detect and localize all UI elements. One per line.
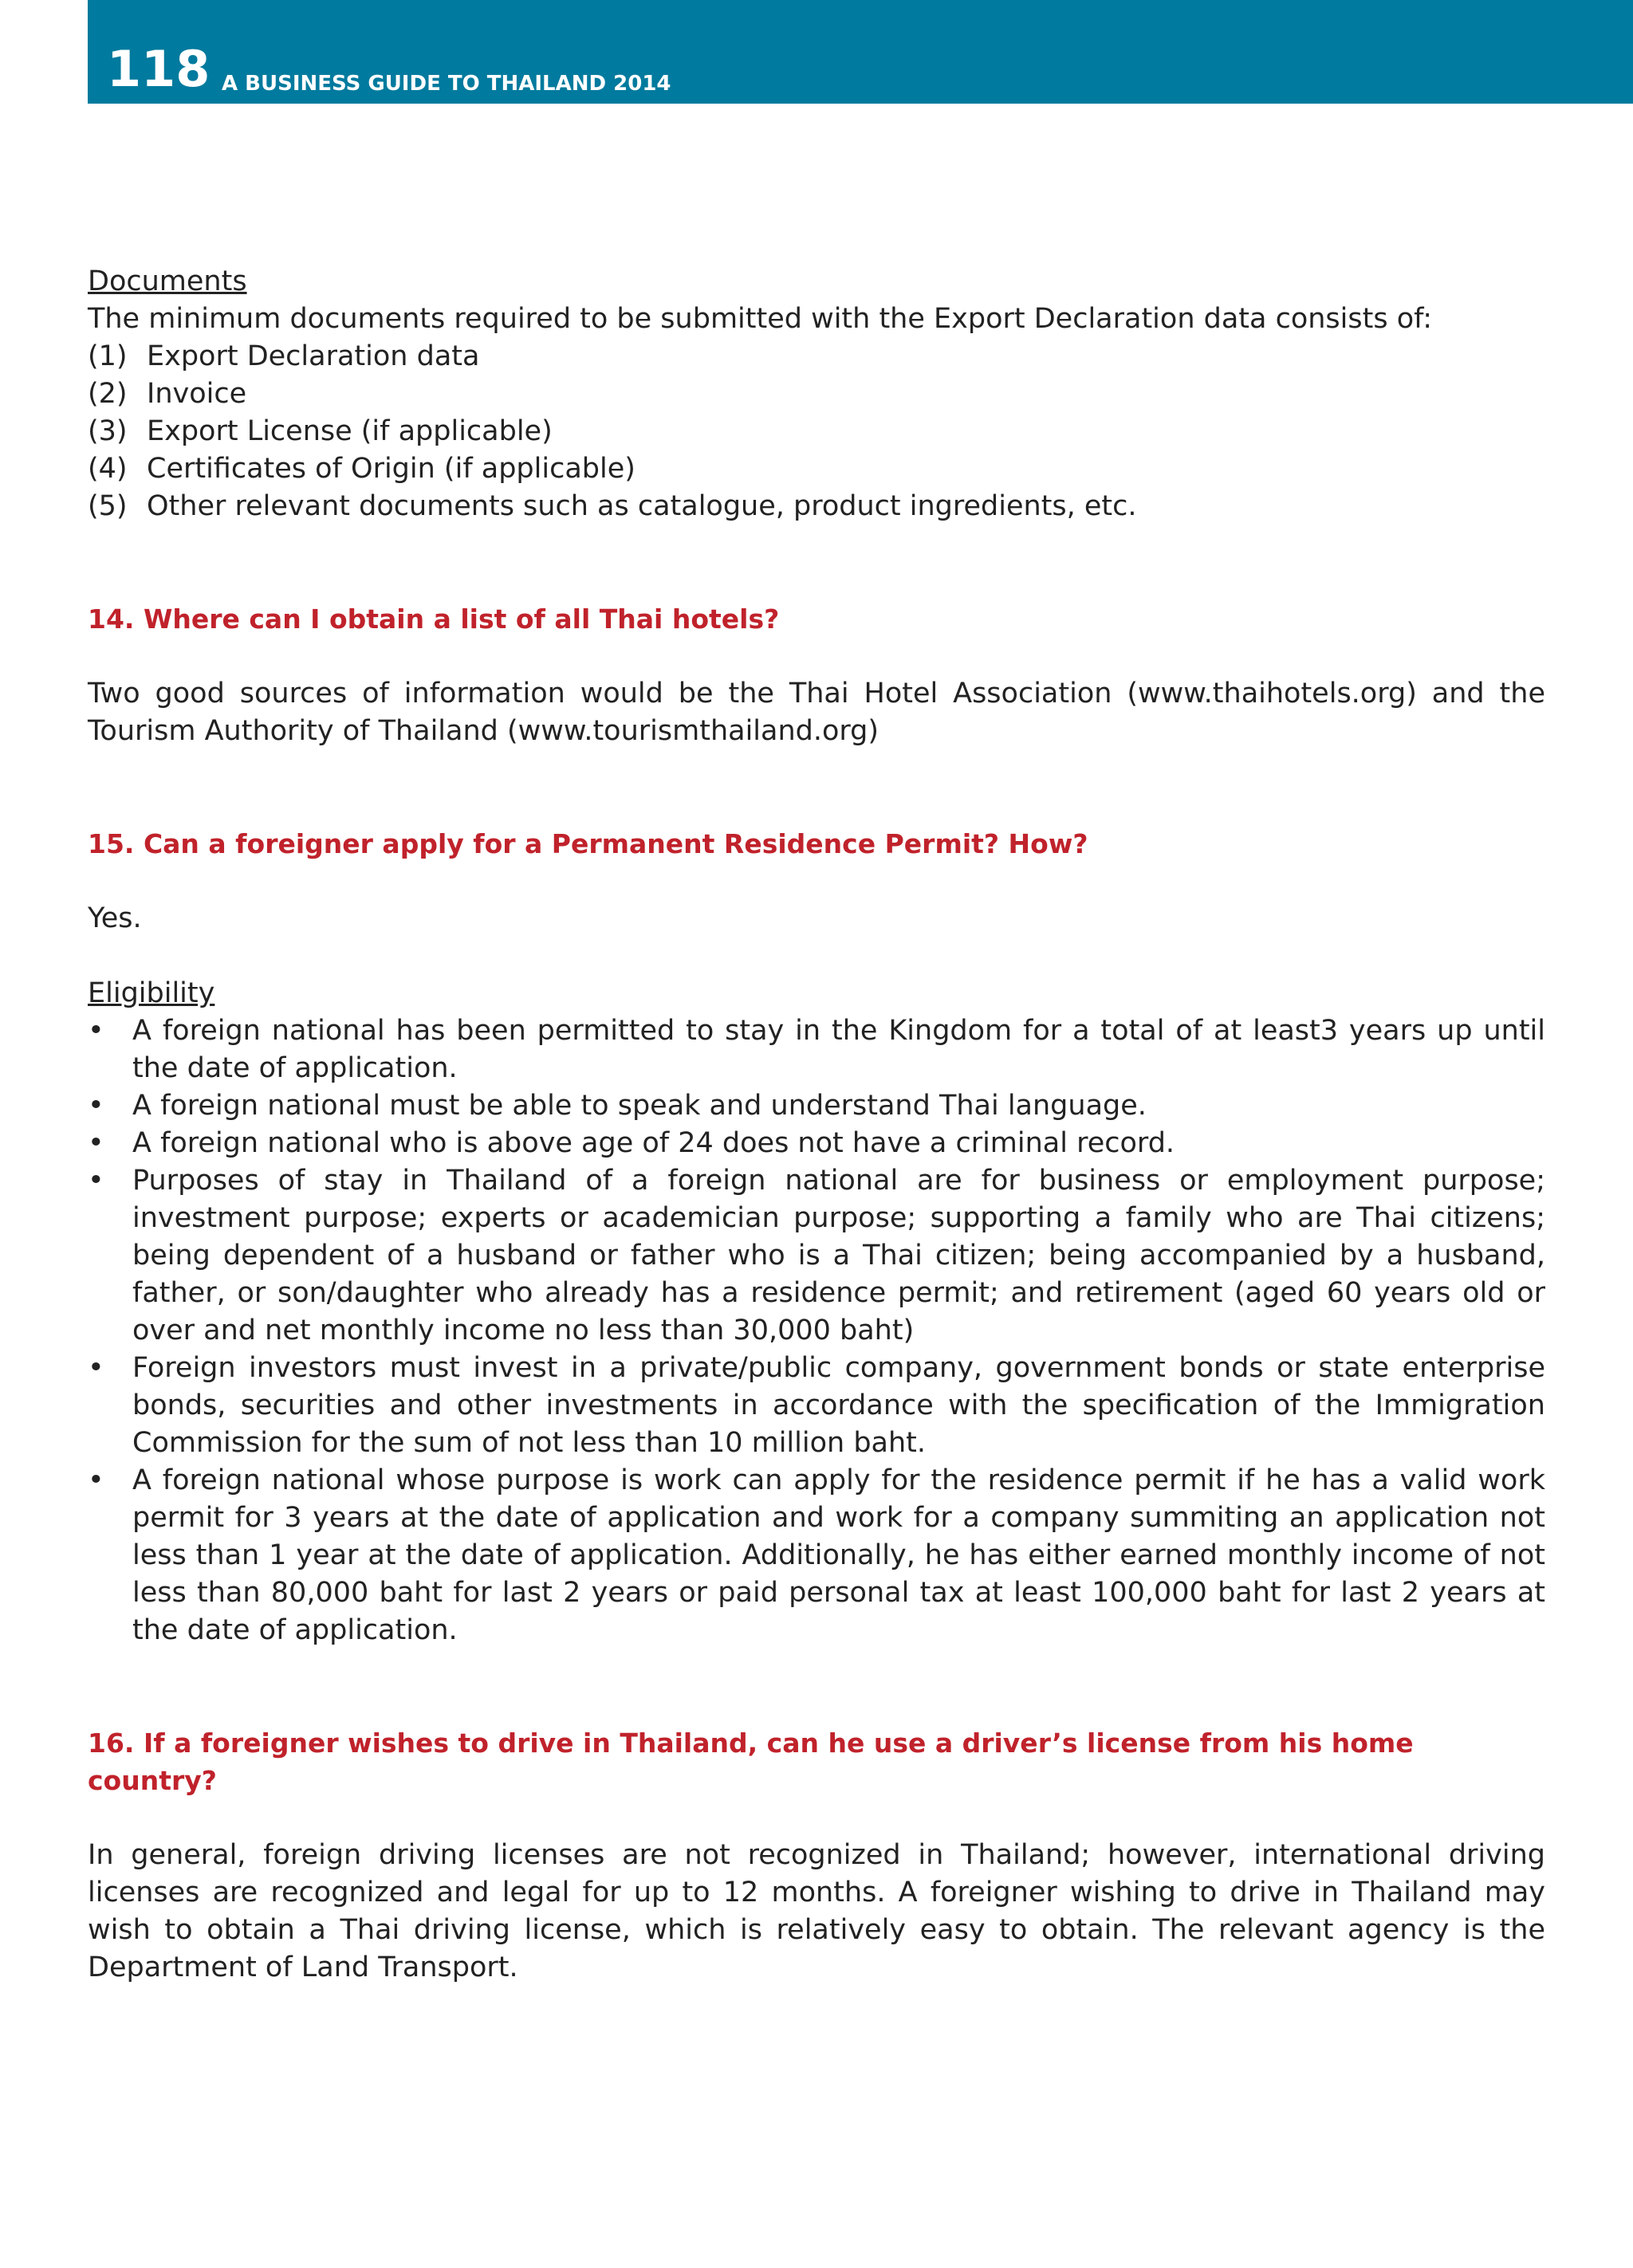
list-item-number: (4) [88, 453, 128, 485]
list-item [88, 1462, 1545, 1649]
eligibility-list [88, 1012, 1545, 1649]
eligibility-heading: Eligibility [88, 977, 215, 1009]
list-item-text: A foreign national who is above age of 24 does not have a criminal record. [132, 1127, 1175, 1159]
answer-14: Two good sources of information would be the Thai Hotel Association (www.thaihotels.org) and the Tourism Authority of Thailand (www.tourismthailand.org) [88, 678, 1545, 747]
question-14: 14. Where can I obtain a list of all Thai hotels? [88, 603, 780, 635]
list-item-number: (5) [88, 490, 128, 522]
question-16: 16. If a foreigner wishes to drive in Thailand, can he use a driver’s license from his home country? [88, 1728, 1414, 1796]
page-number: 118 [107, 40, 211, 98]
documents-intro: The minimum documents required to be submitted with the Export Declaration data consists of: [88, 303, 1432, 335]
list-item-text: Export Declaration data [147, 340, 480, 372]
bullet-icon: • [88, 1090, 104, 1122]
bullet-icon: • [88, 1127, 104, 1159]
answer-15: Yes. [88, 902, 142, 934]
list-item-text: A foreign national whose purpose is work can apply for the residence permit if he has a valid work permit for 3 years at the date of application and work for a company summiting an application not less than 1 year at the date of application. Additionally, he has either earned monthly income of not less than 80,000 baht for last 2 years or paid personal tax at least 100,000 baht for last 2 years at the date of application. [132, 1464, 1545, 1646]
list-item [88, 450, 1545, 488]
list-item-text: A foreign national must be able to speak and understand Thai language. [132, 1090, 1147, 1122]
list-item-number: (3) [88, 415, 128, 447]
list-item [88, 1162, 1545, 1350]
list-item-text: A foreign national has been permitted to stay in the Kingdom for a total of at least3 years up until the date of application. [132, 1015, 1545, 1084]
bullet-icon: • [88, 1352, 104, 1384]
list-item [88, 1125, 1545, 1162]
list-item-text: Export License (if applicable) [147, 415, 553, 447]
list-item-text: Invoice [147, 378, 247, 410]
list-item-text: Certificates of Origin (if applicable) [147, 453, 635, 485]
answer-16: In general, foreign driving licenses are not recognized in Thailand; however, international driving licenses are recognized and legal for up to 12 months. A foreigner wishing to drive in Thailand may wish to obtain a Thai driving license, which is relatively easy to obtain. The relevant agency is the Department of Land Transport. [88, 1839, 1545, 1983]
documents-list [88, 338, 1545, 525]
list-item-text: Purposes of stay in Thailand of a foreign national are for business or employment purpose; investment purpose; experts or academician purpose; supporting a family who are Thai citizens; being dependent of a husband or father who is a Thai citizen; being accompanied by a husband, father, or son/daughter who already has a residence permit; and retirement (aged 60 years old or over and net monthly income no less than 30,000 baht) [132, 1165, 1545, 1346]
bullet-icon: • [88, 1464, 104, 1496]
list-item [88, 1012, 1545, 1087]
list-item-text: Other relevant documents such as catalogue, product ingredients, etc. [147, 490, 1137, 522]
page-header [88, 0, 1633, 104]
list-item [88, 488, 1545, 525]
running-title: A BUSINESS GUIDE TO THAILAND 2014 [222, 72, 671, 96]
question-15: 15. Can a foreigner apply for a Permanent Residence Permit? How? [88, 828, 1088, 859]
list-item [88, 1087, 1545, 1125]
list-item-text: Foreign investors must invest in a private/public company, government bonds or state enterprise bonds, securities and other investments in accordance with the specification of the Immigration Commission for the sum of not less than 10 million baht. [132, 1352, 1545, 1459]
list-item [88, 338, 1545, 375]
page-content [88, 263, 1545, 1987]
list-item-number: (1) [88, 340, 128, 372]
list-item [88, 1350, 1545, 1462]
list-item [88, 413, 1545, 450]
documents-heading: Documents [88, 265, 247, 297]
list-item [88, 375, 1545, 413]
list-item-number: (2) [88, 378, 128, 410]
bullet-icon: • [88, 1165, 104, 1197]
bullet-icon: • [88, 1015, 104, 1047]
